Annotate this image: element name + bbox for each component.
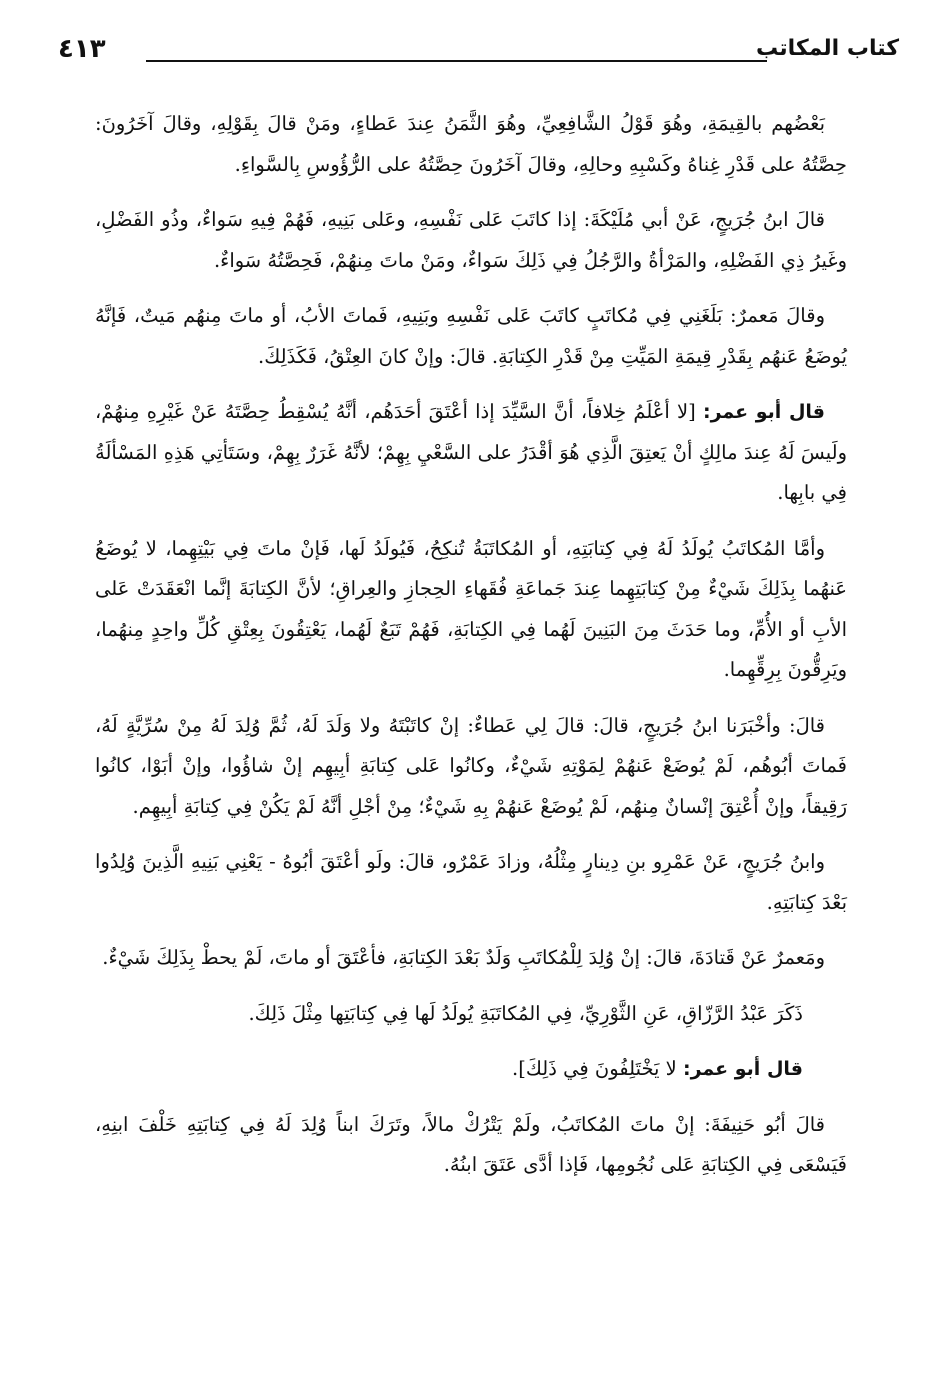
paragraph: [95, 938, 847, 979]
paragraph: [95, 842, 847, 923]
paragraph-text: بَعْضُهم بالقِيمَةِ، وهُوَ قَوْلُ الشَّافِعِيِّ، وهُوَ الثَّمَنُ عِندَ عَطاءٍ، ومَنْ قالَ بِقَوْلِهِ، وقالَ آخَرُونَ: حِصَّتُهُ على قَدْرِ غِناهُ وكَسْبِهِ وحالِهِ، وقالَ آخَرُونَ حِصَّتُهُ على الرُّؤُوسِ بِالسَّواءِ.: [95, 112, 847, 176]
header-rule: [146, 60, 767, 62]
paragraph-text: وقالَ مَعمرٌ: بَلَغَنِي فِي مُكاتَبٍ كاتَبَ عَلى نَفْسِهِ وبَنِيهِ، فَماتَ الأبُ، أو ماتَ مِنهُم مَيتٌ، فَإنَّهُ يُوضَعُ عَنهُم بِقَدْرِ قِيمَةِ المَيِّتِ مِنْ قَدْرِ الكِتابَةِ. قالَ: وإنْ كانَ العِتْقُ، فَكَذَلِكَ.: [95, 304, 847, 368]
paragraph: [95, 200, 847, 281]
paragraph: [95, 392, 847, 514]
running-title: كتاب المكاتب: [756, 36, 899, 61]
paragraph-text: ومَعمرٌ عَنْ قَتادَةَ، قالَ: إنْ وُلِدَ لِلْمُكاتَبِ وَلَدٌ بَعْدَ الكِتابَةِ، فأعْتَقَ أو ماتَ، لَمْ يحطْ بِذَلِكَ شَيْءٌ.: [102, 946, 825, 969]
page-number: ٤١٣: [58, 34, 106, 64]
page-body: [95, 104, 847, 1201]
paragraph-text: قالَ ابنُ جُرَيجٍ، عَنْ أبي مُلَيْكَةَ: إذا كاتَبَ عَلى نَفْسِهِ، وعَلى بَنِيهِ، فَهُمْ فِيهِ سَواءٌ، وذُو الفَضْلِ، وغَيرُ ذِي الفَضْلِهِ، والمَرْأةُ والرَّجُلُ فِي ذَلِكَ سَواءٌ، ومَنْ ماتَ مِنهُمْ، فَحِصَّتُهُ سَواءٌ.: [95, 208, 847, 272]
paragraph: [95, 296, 847, 377]
paragraph: [95, 706, 847, 828]
paragraph: [95, 994, 847, 1035]
page-header: [58, 34, 899, 70]
paragraph: [95, 1105, 847, 1186]
paragraph-text: وأمَّا المُكاتَبُ يُولَدُ لَهُ فِي كِتابَتِهِ، أو المُكاتَبَةُ تُنكِحُ، فَيُولَدُ لَها، فَإنْ ماتَ فِي بَيْتِهِما، لا يُوضَعُ عَنهُما بِذَلِكَ شَيْءٌ مِنْ كِتابَتِهِما عِندَ جَماعَةِ فُقَهاءِ الحِجازِ والعِراقِ؛ لأنَّ الكِتابَةَ إنَّما انْعَقَدَتْ عَلى الأبِ أو الأُمِّ، وما حَدَثَ مِنَ البَنِينَ لَهُما فِي الكِتابَةِ، فَهُمْ تَبَعٌ لَهُما، يَعْتِقُونَ بِعِتْقِ كُلِّ واحِدٍ مِنهُما، ويَرِقُّونَ بِرِقِّهِما.: [95, 536, 847, 681]
paragraph-text: قالَ أبُو حَنِيفَةَ: إنْ ماتَ المُكاتَبُ، ولَمْ يَتْرُكْ مالاً، وتَرَكَ ابناً وُلِدَ لَهُ فِي كِتابَتِهِ خَلْفَ ابنِهِ، فَيَسْعَى فِي الكِتابَةِ عَلى نُجُومِها، فَإذا أدَّى عَتَقَ ابنُهُ.: [95, 1112, 847, 1176]
paragraph-text: لا يَخْتَلِفُونَ فِي ذَلِكَ].: [512, 1057, 677, 1080]
speaker-label: قال أبو عمر:: [702, 401, 825, 423]
paragraph-text: [لا أعْلَمُ خِلافاً، أنَّ السَّيِّدَ إذا أعْتَقَ أحَدَهُم، أنَّهُ يُسْقِطُ حِصَّتَهُ عَنْ غَيْرِهِ مِنهُمْ، ولَيسَ لَهُ عِندَ مالِكٍ أنْ يَعتِقَ الَّذِي هُوَ أقْدَرُ على السَّعْيِ بِهِمْ؛ لأنَّهُ غَرَرٌ بِهِمْ، وسَتَأتِي هَذِهِ المَسْألَةُ فِي بابِها.: [95, 400, 847, 504]
paragraph: [95, 104, 847, 185]
paragraph-text: قالَ: وأخْبَرَنا ابنُ جُرَيجٍ، قالَ: قالَ لِي عَطاءٌ: إنْ كاتَبْتَهُ ولا وَلَدَ لَهُ، ثُمَّ وُلِدَ لَهُ مِنْ سُرِّيَّةٍ لَهُ، فَماتَ أبُوهُم، لَمْ يُوضَعْ عَنهُمْ لِمَوْتِهِ شَيْءٌ، وكانُوا عَلى كِتابَةِ أبِيهِم إنْ شاؤُوا، وإنْ أبَوْا، كانُوا رَقِيقاً، وإنْ أُعْتِقَ إنْسانٌ مِنهُم، لَمْ يُوضَعْ عَنهُمْ بِهِ شَيْءٌ؛ مِنْ أجْلِ أنَّهُ لَمْ يَكُنْ فِي كِتابَةِ أبِيهِم.: [95, 713, 847, 818]
paragraph: [95, 529, 847, 691]
speaker-label: قال أبو عمر:: [683, 1058, 803, 1080]
paragraph: [95, 1049, 847, 1090]
paragraph-text: وابنُ جُرَيجٍ، عَنْ عَمْرِو بنِ دِينارٍ مِثْلُهُ، وزادَ عَمْرٌو، قالَ: ولَو أعْتَقَ أبُوهُ - يَعْنِي بَنِيهِ الَّذِينَ وُلِدُوا بَعْدَ كِتابَتِهِ.: [95, 850, 847, 914]
paragraph-text: ذَكَرَ عَبْدُ الرَّزّاقِ، عَنِ الثَّوْرِيِّ، فِي المُكاتَبَةِ يُولَدُ لَها فِي كِتابَتِها مِثْلَ ذَلِكَ.: [248, 1001, 803, 1025]
